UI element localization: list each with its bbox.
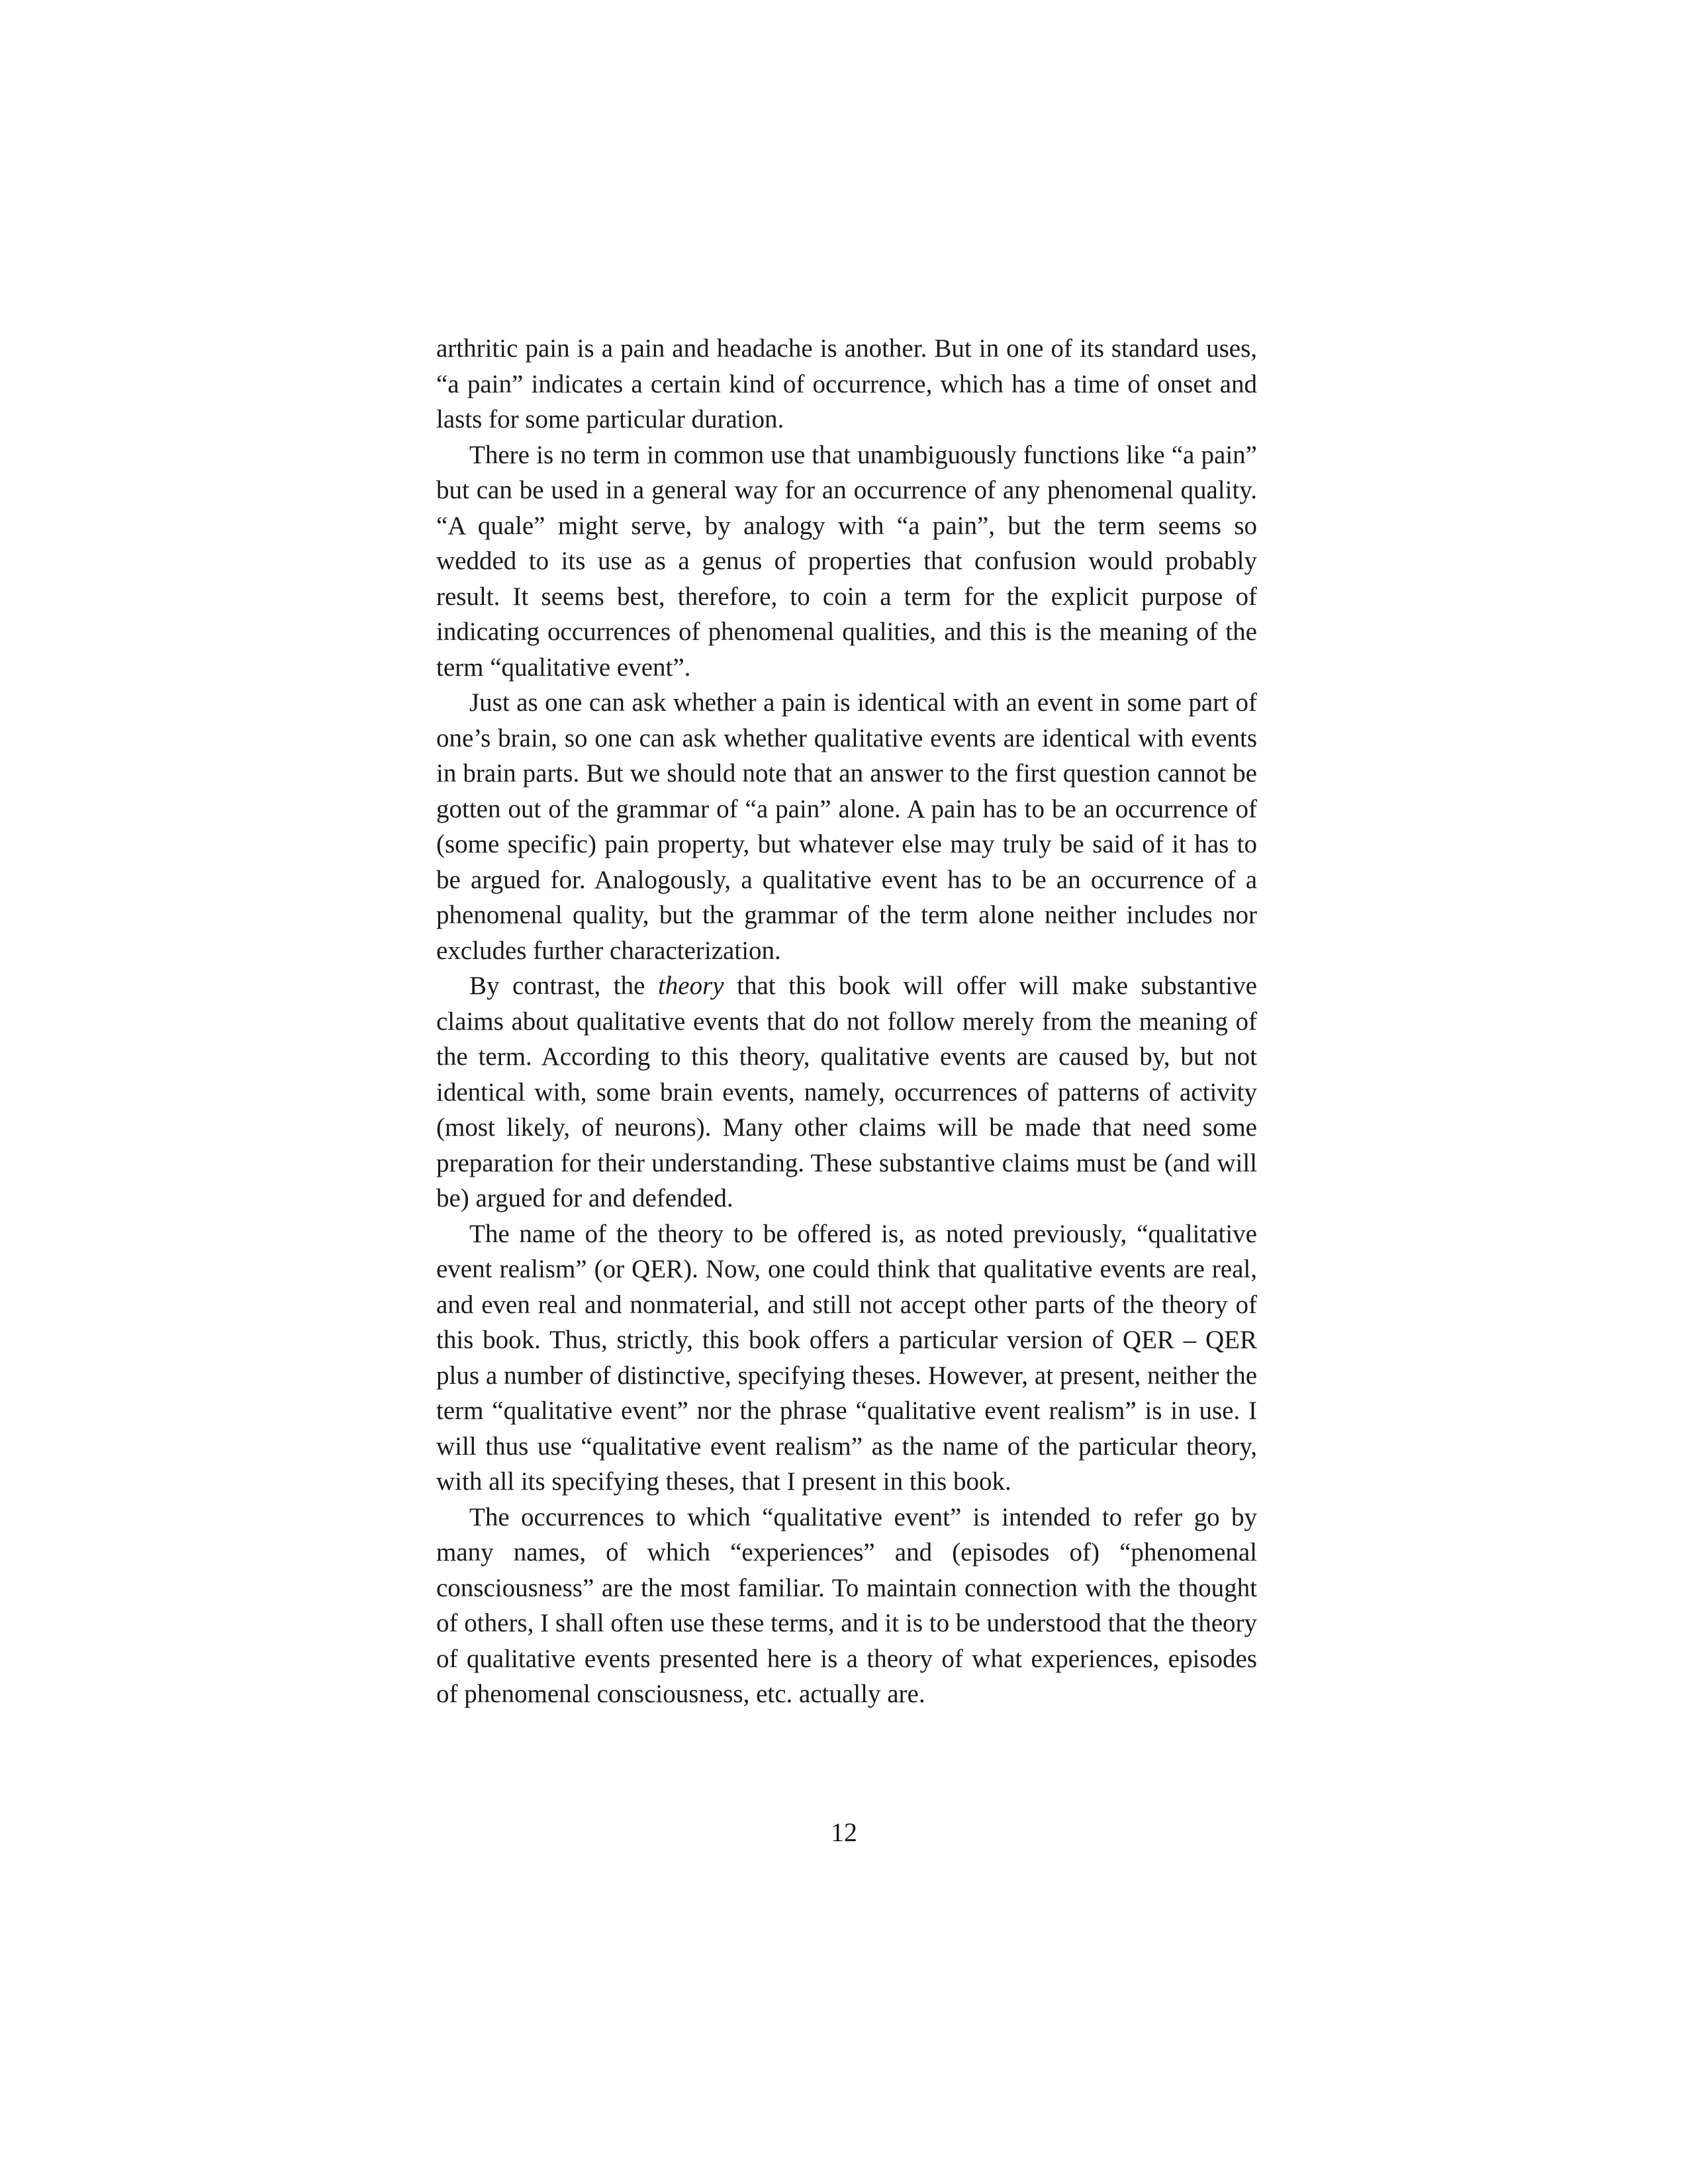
page-number: 12	[831, 1817, 857, 1847]
paragraph-5: The name of the theory to be offered is, as noted previously, “qualitative event realism” (or QER). Now, one could think that qualitative events are real, and even real and nonmaterial, and still not accept other parts of the theory of this book. Thus, strictly, this book offers a particular version of QER – QER plus a number of distinctive, specifying theses. However, at present, neither the term “qualitative event” nor the phrase “qualitative event realism” is in use. I will thus use “qualitative event realism” as the name of the particular theory, with all its specifying theses, that I present in this book.	[436, 1219, 1257, 1496]
paragraph-2: There is no term in common use that unambiguously functions like “a pain” but can be used in a general way for an occurrence of any phenomenal quality. “A quale” might serve, by analogy with “a pain”, but the term seems so wedded to its use as a genus of properties that confusion would probably result. It seems best, therefore, to coin a term for the explicit purpose of indicating occurrences of phenomenal qualities, and this is the meaning of the term “qualitative event”.	[436, 440, 1257, 682]
body-text	[436, 331, 1257, 1712]
paragraph-1: arthritic pain is a pain and headache is another. But in one of its standard uses, “a pain” indicates a certain kind of occurrence, which has a time of onset and lasts for some particular duration.	[436, 334, 1257, 433]
paragraph-4-before: By contrast, the	[469, 972, 658, 1000]
emphasized-word-theory: theory	[657, 972, 724, 1000]
paragraph-3: Just as one can ask whether a pain is identical with an event in some part of one’s brain, so one can ask whether qualitative events are identical with events in brain parts. But we should note that an answer to the first question cannot be gotten out of the grammar of “a pain” alone. A pain has to be an occurrence of (some specific) pain property, but whatever else may truly be said of it has to be argued for. Analogously, a qualitative event has to be an occurrence of a phenomenal quality, but the grammar of the term alone neither includes nor excludes further characterization.	[436, 688, 1257, 965]
paragraph-4-after: that this book will offer will make substantive claims about qualitative events that do not follow merely from the meaning of the term. According to this theory, qualitative events are caused by, but not identical with, some brain events, namely, occurrences of patterns of activity (most likely, of neurons). Many other claims will be made that need some preparation for their understanding. These substantive claims must be (and will be) argued for and defended.	[436, 972, 1257, 1212]
paragraph-4	[436, 968, 1257, 1216]
paragraph-6: The occurrences to which “qualitative event” is intended to refer go by many names, of which “experiences” and (episodes of) “phenomenal consciousness” are the most familiar. To maintain connection with the thought of others, I shall often use these terms, and it is to be understood that the theory of qualitative events presented here is a theory of what experiences, episodes of phenomenal consciousness, etc. actually are.	[436, 1502, 1257, 1708]
